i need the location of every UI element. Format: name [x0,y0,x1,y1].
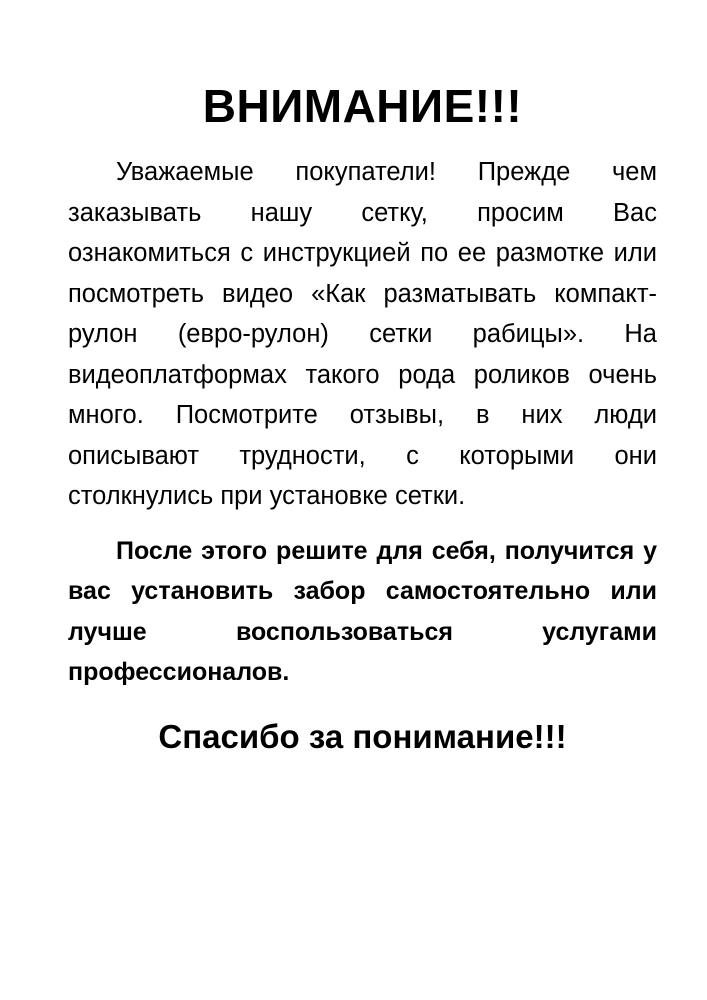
instruction-paragraph: Уважаемые покупатели! Прежде чем заказывать нашу сетку, просим Вас ознакомиться с инструкцией по ее размотке или посмотреть видео «Как разматывать компакт-рулон (евро-рулон) сетки рабицы». На видеоплатформах такого рода роликов очень много. Посмотрите отзывы, в них люди описывают трудности, с которыми они столкнулись при установке сетки. [68,158,657,510]
thanks-line: Спасибо за понимание!!! [158,717,567,755]
notice-title: ВНИМАНИЕ!!! [202,80,523,132]
decision-paragraph: После этого решите для себя, получится у вас установить забор самостоятельно или лучше воспользоваться услугами профессионалов. [68,536,657,686]
